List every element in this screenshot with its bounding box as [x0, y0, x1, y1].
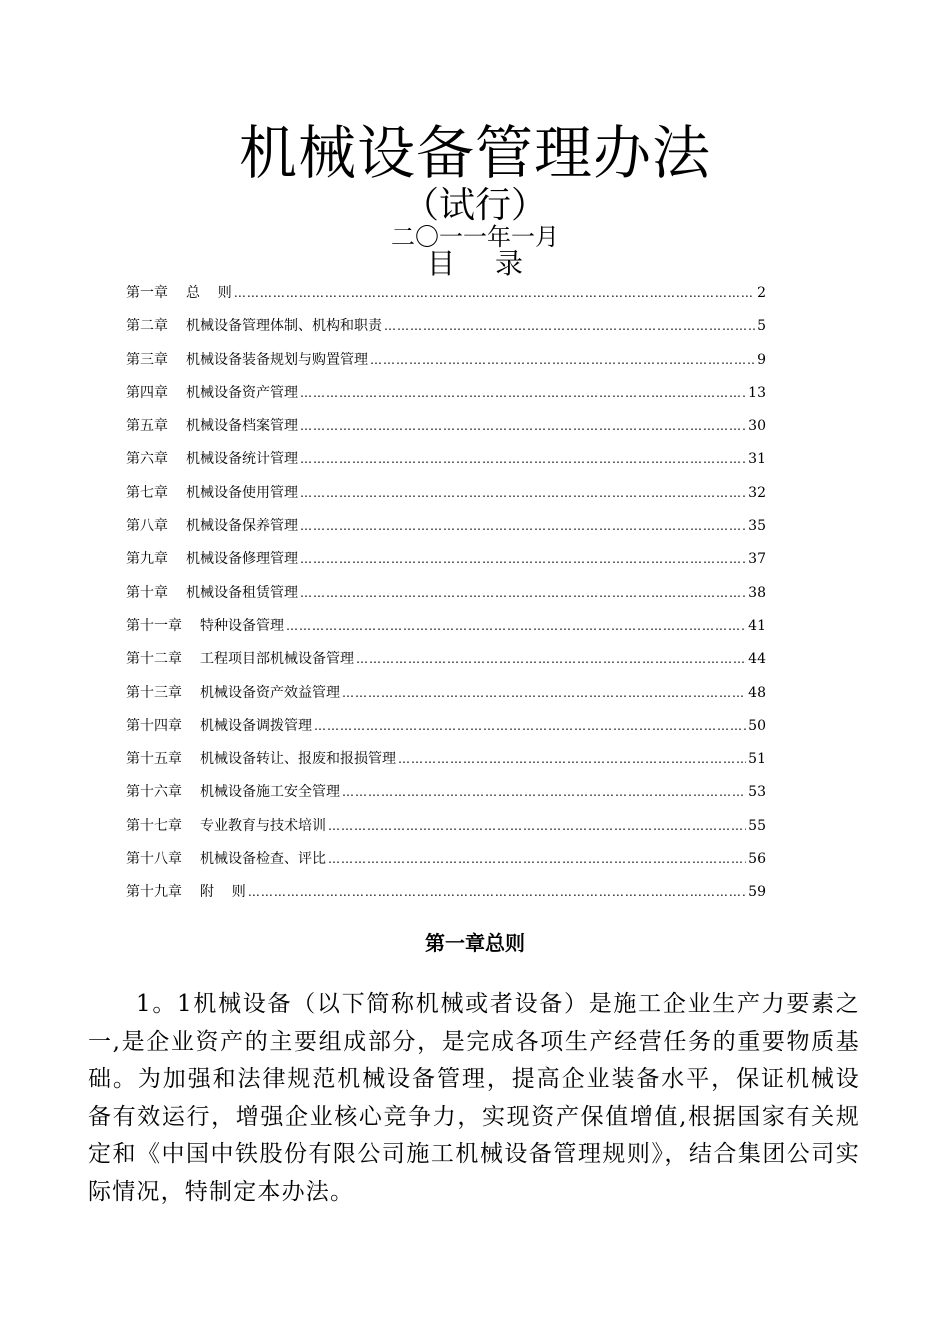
toc-chapter-title: 机械设备资产效益管理 — [200, 684, 340, 701]
toc-entry[interactable] — [126, 776, 766, 809]
toc-page-number: 35 — [748, 518, 766, 535]
toc-chapter-number: 第十四章 — [126, 717, 182, 734]
toc-page-number: 56 — [748, 851, 766, 868]
toc-leader-dots — [234, 277, 755, 310]
toc-entry[interactable] — [126, 510, 766, 543]
toc-entry[interactable] — [126, 477, 766, 510]
toc-heading: 目录 — [426, 247, 563, 280]
toc-page-number: 2 — [757, 285, 766, 301]
toc-chapter-title: 机械设备检查、评比 — [200, 851, 326, 868]
toc-entry[interactable] — [126, 743, 766, 776]
toc-leader-dots — [300, 477, 746, 510]
toc-entry[interactable] — [126, 710, 766, 743]
table-of-contents — [126, 277, 766, 910]
toc-chapter-number: 第四章 — [126, 384, 168, 401]
document-date: 二〇一一年一月 — [391, 223, 559, 251]
toc-chapter-title: 机械设备保养管理 — [186, 518, 298, 535]
toc-page-number: 44 — [748, 651, 766, 668]
document-subtitle: （试行） — [402, 185, 547, 226]
toc-entry[interactable] — [126, 443, 766, 476]
toc-chapter-number: 第十二章 — [126, 651, 182, 668]
toc-chapter-title: 总 则 — [186, 285, 232, 301]
toc-leader-dots — [342, 776, 746, 809]
toc-entry[interactable] — [126, 410, 766, 443]
toc-chapter-title: 机械设备档案管理 — [186, 418, 298, 435]
toc-chapter-number: 第十三章 — [126, 684, 182, 701]
toc-leader-dots — [328, 810, 746, 843]
toc-chapter-title: 机械设备统计管理 — [186, 451, 298, 468]
chapter-heading: 第一章总则 — [425, 931, 525, 955]
toc-chapter-title: 机械设备使用管理 — [186, 484, 298, 501]
toc-entry[interactable] — [126, 810, 766, 843]
toc-chapter-number: 第十五章 — [126, 751, 182, 768]
toc-leader-dots — [370, 344, 755, 377]
toc-entry[interactable] — [126, 677, 766, 710]
toc-chapter-number: 第二章 — [126, 318, 168, 335]
toc-leader-dots — [286, 610, 746, 643]
toc-page-number: 55 — [748, 817, 766, 834]
toc-page-number: 31 — [748, 451, 766, 468]
toc-entry[interactable] — [126, 577, 766, 610]
toc-entry[interactable] — [126, 610, 766, 643]
toc-entry[interactable] — [126, 377, 766, 410]
toc-leader-dots — [300, 410, 746, 443]
toc-page-number: 50 — [748, 717, 766, 734]
body-paragraph: 1。1机械设备（以下简称机械或者设备）是施工企业生产力要素之一,是企业资产的主要组成部分，是完成各项生产经营任务的重要物质基础。为加强和法律规范机械设备管理，提高企业装备水平，保证机械设备有效运行，增强企业核心竞争力，实现资产保值增值,根据国家有关规定和《中国中铁股份有限公司施工机械设备管理规则》，结合集团公司实际情况，特制定本办法。 — [88, 991, 860, 1205]
toc-leader-dots — [300, 377, 746, 410]
toc-chapter-title: 专业教育与技术培训 — [200, 817, 326, 834]
toc-entry[interactable] — [126, 543, 766, 576]
toc-page-number: 53 — [748, 784, 766, 801]
toc-chapter-title: 机械设备装备规划与购置管理 — [186, 351, 368, 368]
toc-chapter-title: 机械设备转让、报废和报损管理 — [200, 751, 396, 768]
toc-entry[interactable] — [126, 876, 766, 909]
toc-chapter-number: 第十九章 — [126, 884, 182, 901]
toc-chapter-number: 第一章 — [126, 285, 168, 301]
toc-chapter-number: 第九章 — [126, 551, 168, 568]
toc-leader-dots — [314, 710, 746, 743]
toc-page-number: 59 — [748, 884, 766, 901]
toc-leader-dots — [300, 543, 746, 576]
toc-page-number: 13 — [748, 384, 766, 401]
toc-chapter-number: 第十章 — [126, 584, 168, 601]
toc-entry[interactable] — [126, 843, 766, 876]
toc-chapter-title: 机械设备施工安全管理 — [200, 784, 340, 801]
toc-leader-dots — [384, 310, 755, 343]
toc-page-number: 41 — [748, 617, 766, 634]
toc-leader-dots — [398, 743, 746, 776]
toc-chapter-title: 机械设备资产管理 — [186, 384, 298, 401]
toc-page-number: 32 — [748, 484, 766, 501]
toc-leader-dots — [248, 876, 746, 909]
toc-leader-dots — [342, 677, 746, 710]
toc-page-number: 48 — [748, 684, 766, 701]
toc-chapter-number: 第六章 — [126, 451, 168, 468]
toc-chapter-number: 第十一章 — [126, 617, 182, 634]
toc-entry[interactable] — [126, 643, 766, 676]
document-title: 机械设备管理办法 — [238, 119, 711, 187]
toc-chapter-number: 第三章 — [126, 351, 168, 368]
toc-leader-dots — [300, 577, 746, 610]
toc-chapter-title: 机械设备租赁管理 — [186, 584, 298, 601]
toc-page-number: 38 — [748, 584, 766, 601]
toc-chapter-number: 第十七章 — [126, 817, 182, 834]
toc-leader-dots — [300, 443, 746, 476]
toc-leader-dots — [328, 843, 746, 876]
toc-chapter-title: 工程项目部机械设备管理 — [200, 651, 354, 668]
toc-leader-dots — [300, 510, 746, 543]
toc-chapter-title: 特种设备管理 — [200, 617, 284, 634]
toc-chapter-number: 第八章 — [126, 518, 168, 535]
toc-page-number: 30 — [748, 418, 766, 435]
toc-chapter-title: 附 则 — [200, 884, 246, 901]
toc-page-number: 37 — [748, 551, 766, 568]
toc-chapter-title: 机械设备修理管理 — [186, 551, 298, 568]
toc-entry[interactable] — [126, 310, 766, 343]
toc-page-number: 9 — [757, 351, 766, 368]
toc-chapter-title: 机械设备调拨管理 — [200, 717, 312, 734]
toc-page-number: 51 — [748, 751, 766, 768]
toc-entry[interactable] — [126, 277, 766, 310]
toc-chapter-number: 第十八章 — [126, 851, 182, 868]
toc-page-number: 5 — [757, 318, 766, 335]
toc-chapter-title: 机械设备管理体制、机构和职责 — [186, 318, 382, 335]
toc-chapter-number: 第五章 — [126, 418, 168, 435]
toc-chapter-number: 第七章 — [126, 484, 168, 501]
toc-leader-dots — [356, 643, 746, 676]
toc-entry[interactable] — [126, 344, 766, 377]
toc-chapter-number: 第十六章 — [126, 784, 182, 801]
